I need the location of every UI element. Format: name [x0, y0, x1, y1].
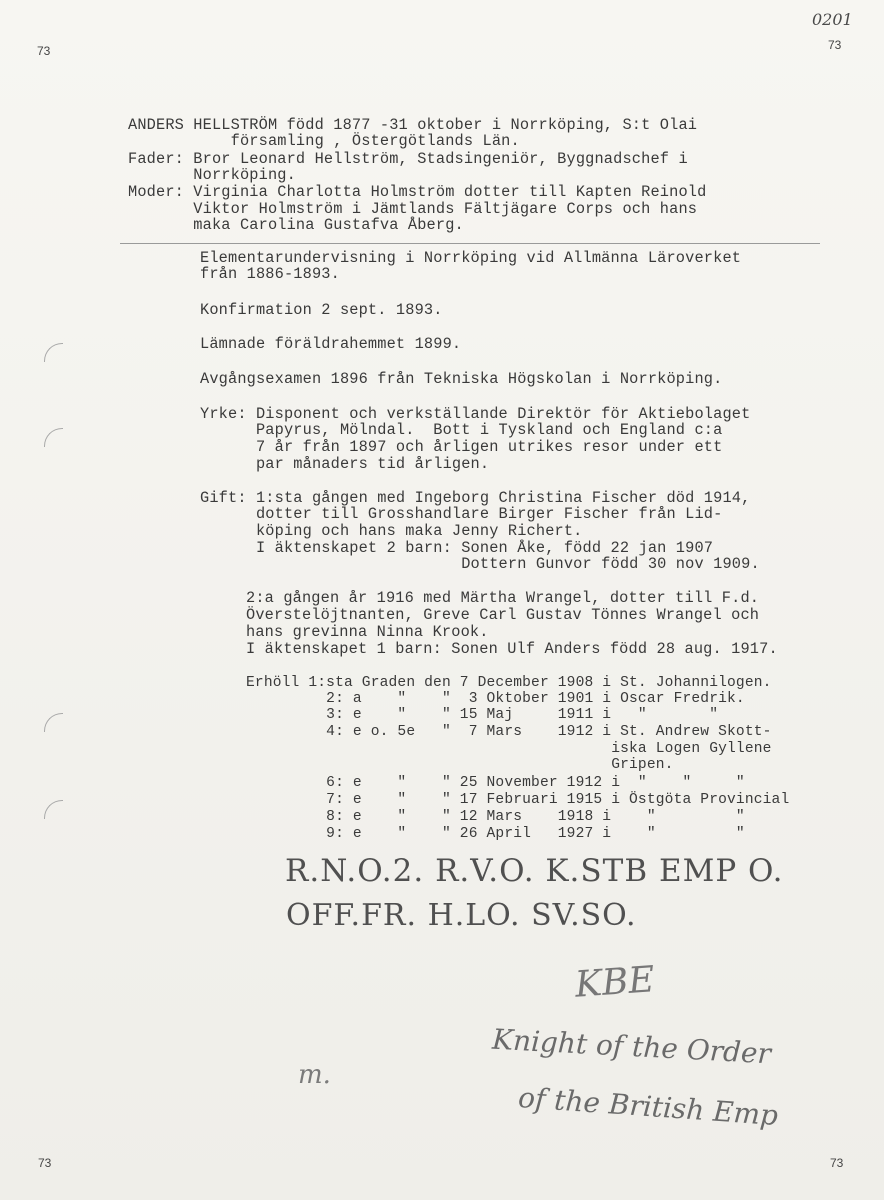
page-number-bottom-left: 73	[38, 1156, 52, 1170]
degree-line: 6: e " " 25 November 1912 i " " "	[246, 775, 745, 791]
degree-line: Gripen.	[246, 757, 674, 773]
degree-line: 2: a " " 3 Oktober 1901 i Oscar Fredrik.	[246, 691, 745, 707]
degree-line: iska Logen Gyllene	[246, 741, 772, 757]
marriage-1-line: Dottern Gunvor född 30 nov 1909.	[200, 555, 760, 573]
handwritten-page-number: 0201	[812, 10, 853, 29]
header-line: Fader: Bror Leonard Hellström, Stadsingeniör, Byggnadschef i	[128, 150, 688, 168]
handwritten-note-line-2: of the British Emp	[517, 1080, 780, 1133]
degree-line: 9: e " " 26 April 1927 i " "	[246, 826, 745, 842]
punch-hole-mark	[44, 428, 63, 447]
marriage-2-line: 2:a gången år 1916 med Märtha Wrangel, dotter till F.d.	[246, 589, 760, 607]
degree-line: 3: e " " 15 Maj 1911 i " "	[246, 707, 719, 723]
occupation-line: Papyrus, Mölndal. Bott i Tyskland och England c:a	[200, 421, 723, 439]
confirmation-line: Konfirmation 2 sept. 1893.	[200, 301, 443, 319]
header-line: Viktor Holmström i Jämtlands Fältjägare Corps och hans	[128, 200, 698, 218]
marriage-2-line: I äktenskapet 1 barn: Sonen Ulf Anders född 28 aug. 1917.	[246, 640, 778, 658]
handwritten-orders-line-2: OFF.FR. H.LO. SV.SO.	[286, 898, 637, 933]
divider-rule	[120, 243, 820, 244]
occupation-line: par månaders tid årligen.	[200, 455, 490, 473]
handwritten-kbe: KBE	[573, 959, 656, 1006]
header-line: Moder: Virginia Charlotta Holmström dotter till Kapten Reinold	[128, 183, 707, 201]
header-line: Norrköping.	[128, 166, 296, 184]
page-number-top-right: 73	[828, 38, 842, 52]
handwritten-orders-line-1: R.N.O.2. R.V.O. K.STB EMP O.	[285, 853, 784, 889]
degree-line: Erhöll 1:sta Graden den 7 December 1908 i St. Johannilogen.	[246, 675, 772, 691]
marriage-1-line: I äktenskapet 2 barn: Sonen Åke, född 22 jan 1907	[200, 539, 714, 557]
occupation-line: Yrke: Disponent och verkställande Direktör för Aktiebolaget	[200, 405, 751, 423]
marriage-2-line: Överstelöjtnanten, Greve Carl Gustav Tönnes Wrangel och	[246, 606, 760, 624]
degree-line: 7: e " " 17 Februari 1915 i Östgöta Provincial	[246, 792, 790, 808]
punch-hole-mark	[44, 800, 63, 819]
marriage-1-line: köping och hans maka Jenny Richert.	[200, 522, 583, 540]
marriage-2-line: hans grevinna Ninna Krook.	[246, 623, 489, 641]
occupation-line: 7 år från 1897 och årligen utrikes resor under ett	[200, 438, 723, 456]
degree-line: 8: e " " 12 Mars 1918 i " "	[246, 809, 745, 825]
marriage-1-line: Gift: 1:sta gången med Ingeborg Christina Fischer död 1914,	[200, 489, 751, 507]
page-number-bottom-right: 73	[830, 1156, 844, 1170]
education-line: från 1886-1893.	[200, 265, 340, 283]
header-line: maka Carolina Gustafva Åberg.	[128, 216, 464, 234]
left-home-line: Lämnade föräldrahemmet 1899.	[200, 335, 462, 353]
punch-hole-mark	[44, 713, 63, 732]
education-line: Elementarundervisning i Norrköping vid Allmänna Läroverket	[200, 249, 742, 267]
header-line: ANDERS HELLSTRÖM född 1877 -31 oktober i Norrköping, S:t Olai	[128, 116, 698, 134]
marriage-1-line: dotter till Grosshandlare Birger Fischer från Lid-	[200, 505, 723, 523]
handwritten-initial: m.	[298, 1060, 331, 1090]
handwritten-note-line-1: Knight of the Order	[491, 1022, 772, 1071]
page-number-top-left: 73	[37, 44, 51, 58]
header-line: församling , Östergötlands Län.	[128, 132, 520, 150]
degree-line: 4: e o. 5e " 7 Mars 1912 i St. Andrew Skott-	[246, 724, 772, 740]
exam-line: Avgångsexamen 1896 från Tekniska Högskolan i Norrköping.	[200, 370, 723, 388]
punch-hole-mark	[44, 343, 63, 362]
